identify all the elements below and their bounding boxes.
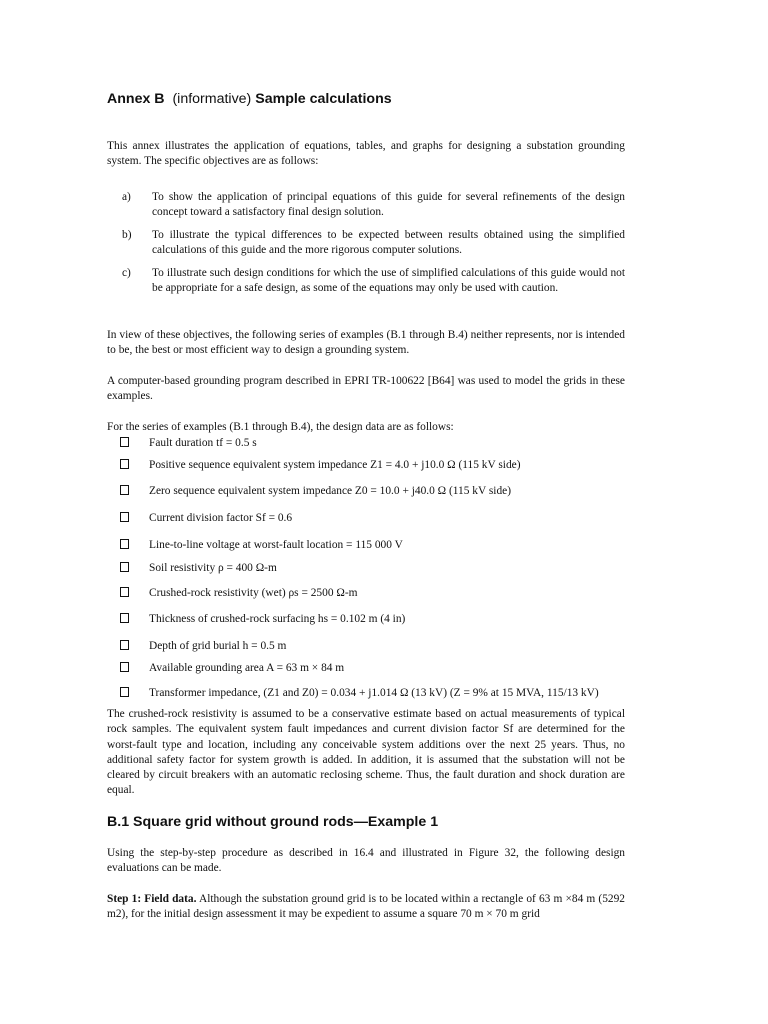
design-data-item: Line-to-line voltage at worst-fault location = 115 000 V (120, 538, 403, 553)
objective-text: To illustrate the typical differences to be expected between results obtained using the simplified calculations of this guide and the more rigorous computer solutions. (152, 229, 625, 257)
step1-paragraph (107, 892, 625, 923)
section-heading-b1: B.1 Square grid without ground rods—Example 1 (107, 814, 439, 830)
design-data-item: Zero sequence equivalent system impedance Z0 = 10.0 + j40.0 Ω (115 kV side) (120, 484, 511, 499)
crushed-rock-paragraph: The crushed-rock resistivity is assumed to be a conservative estimate based on actual measurements of typical rock samples. The equivalent system fault impedances and current division factor Sf are determined for the worst-fault type and location, including any conceivable system additions over the next 25 years. Thus, no additional safety factor for system growth is added. In addition, it is assumed that the substation will not be cleared by circuit breakers with an automatic reclosing scheme. Thus, the fault duration and shock duration are equal. (107, 708, 625, 797)
objective-label: a) (122, 191, 131, 203)
step1-text: Although the substation ground grid is to be located within a rectangle of 63 m ×84 m (5292 m2), for the initial design assessment it may be expedient to assume a square 70 m × 70 m grid (107, 893, 625, 921)
checkbox-bullet-icon (120, 613, 129, 623)
objective-label: c) (122, 267, 131, 279)
checkbox-bullet-icon (120, 437, 129, 447)
program-paragraph: A computer-based grounding program described in EPRI TR-100622 [B64] was used to model the grids in these examples. (107, 375, 625, 403)
design-data-intro: For the series of examples (B.1 through B.4), the design data are as follows: (107, 421, 454, 433)
b1-paragraph: Using the step-by-step procedure as described in 16.4 and illustrated in Figure 32, the following design evaluations can be made. (107, 847, 625, 875)
checkbox-bullet-icon (120, 562, 129, 572)
objective-text: To illustrate such design conditions for which the use of simplified calculations of this guide would not be appropriate for a safe design, as some of the equations may only be used with caution. (152, 267, 625, 295)
design-data-item: Positive sequence equivalent system impedance Z1 = 4.0 + j10.0 Ω (115 kV side) (120, 458, 521, 473)
design-data-item: Thickness of crushed-rock surfacing hs = 0.102 m (4 in) (120, 612, 405, 627)
checkbox-bullet-icon (120, 687, 129, 697)
design-data-item: Available grounding area A = 63 m × 84 m (120, 661, 344, 676)
checkbox-bullet-icon (120, 539, 129, 549)
design-data-item: Soil resistivity ρ = 400 Ω-m (120, 561, 277, 576)
annex-label: Annex B (107, 91, 165, 107)
annex-title (107, 91, 392, 107)
objective-label: b) (122, 229, 132, 241)
checkbox-bullet-icon (120, 640, 129, 650)
checkbox-bullet-icon (120, 662, 129, 672)
design-data-item: Crushed-rock resistivity (wet) ρs = 2500 Ω-m (120, 586, 358, 601)
annex-qualifier: (informative) (172, 91, 252, 107)
objectives-paragraph: In view of these objectives, the following series of examples (B.1 through B.4) neither represents, nor is intended to be, the best or most efficient way to design a grounding system. (107, 329, 625, 357)
design-data-item: Transformer impedance, (Z1 and Z0) = 0.034 + j1.014 Ω (13 kV) (Z = 9% at 15 MVA, 115/13 kV) (120, 686, 599, 701)
intro-paragraph: This annex illustrates the application of equations, tables, and graphs for designing a substation grounding system. The specific objectives are as follows: (107, 140, 625, 168)
step1-label: Step 1: Field data. (107, 893, 197, 905)
checkbox-bullet-icon (120, 512, 129, 522)
annex-heading: Sample calculations (255, 91, 392, 107)
checkbox-bullet-icon (120, 459, 129, 469)
design-data-item: Depth of grid burial h = 0.5 m (120, 639, 286, 654)
design-data-item: Fault duration tf = 0.5 s (120, 436, 257, 451)
objective-text: To show the application of principal equations of this guide for several refinements of the design concept toward a satisfactory final design solution. (152, 191, 625, 219)
checkbox-bullet-icon (120, 485, 129, 495)
design-data-item: Current division factor Sf = 0.6 (120, 511, 292, 526)
checkbox-bullet-icon (120, 587, 129, 597)
